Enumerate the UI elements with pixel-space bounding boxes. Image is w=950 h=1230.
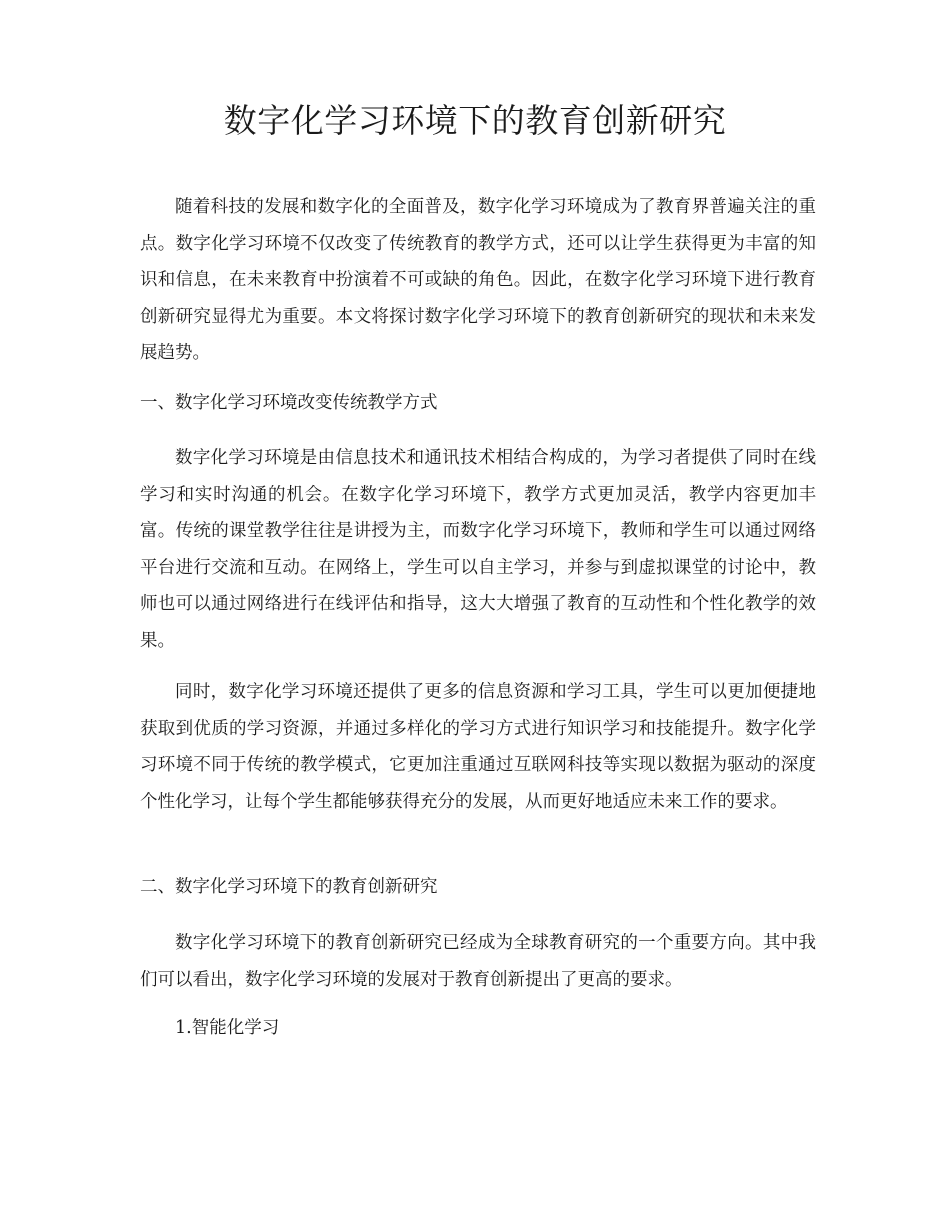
intro-paragraph: 随着科技的发展和数字化的全面普及，数字化学习环境成为了教育界普遍关注的重点。数字化学习环境不仅改变了传统教育的教学方式，还可以让学生获得更为丰富的知识和信息，在未来教育中扮演着不可或缺的角色。因此，在数字化学习环境下进行教育创新研究显得尤为重要。本文将探讨数字化学习环境下的教育创新研究的现状和未来发展趋势。 [140, 197, 816, 363]
section-1-paragraph-1: 数字化学习环境是由信息技术和通讯技术相结合构成的，为学习者提供了同时在线学习和实时沟通的机会。在数字化学习环境下，教学方式更加灵活，教学内容更加丰富。传统的课堂教学往往是讲授为主，而数字化学习环境下，教师和学生可以通过网络平台进行交流和互动。在网络上，学生可以自主学习，并参与到虚拟课堂的讨论中，教师也可以通过网络进行在线评估和指导，这大大增强了教育的互动性和个性化教学的效果。 [140, 448, 816, 651]
document-title: 数字化学习环境下的教育创新研究 [223, 101, 727, 140]
section-2-paragraph-1: 数字化学习环境下的教育创新研究已经成为全球教育研究的一个重要方向。其中我们可以看出，数字化学习环境的发展对于教育创新提出了更高的要求。 [140, 933, 816, 990]
section-heading-2: 二、数字化学习环境下的教育创新研究 [140, 877, 438, 897]
list-item-1: 1.智能化学习 [175, 1018, 280, 1038]
section-1-paragraph-2: 同时，数字化学习环境还提供了更多的信息资源和学习工具，学生可以更加便捷地获取到优质的学习资源，并通过多样化的学习方式进行知识学习和技能提升。数字化学习环境不同于传统的教学模式，它更加注重通过互联网科技等实现以数据为驱动的深度个性化学习，让每个学生都能够获得充分的发展，从而更好地适应未来工作的要求。 [140, 682, 816, 812]
section-heading-1: 一、数字化学习环境改变传统教学方式 [140, 393, 438, 413]
